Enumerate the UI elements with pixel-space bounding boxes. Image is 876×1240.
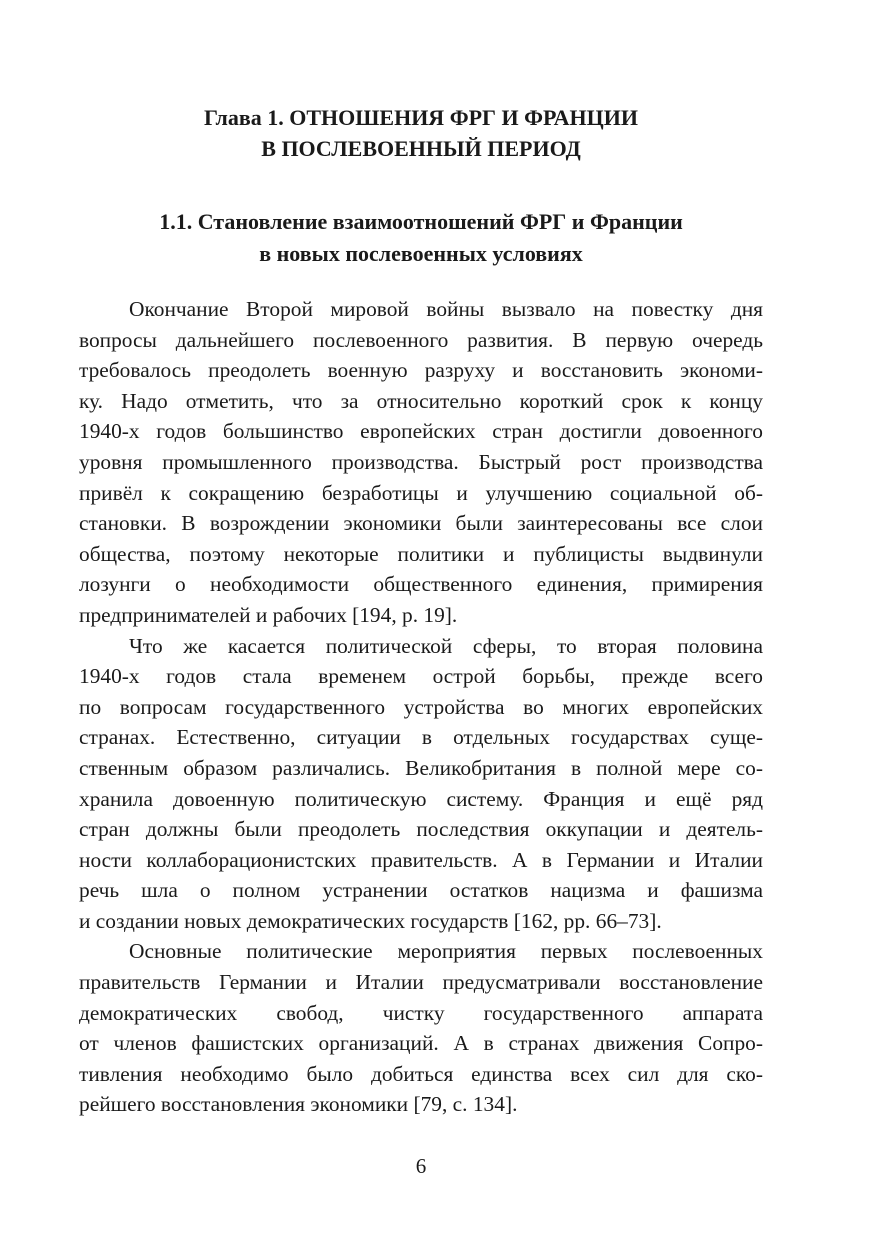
text-line: ственным образом различались. Великобритания в полной мере со-	[79, 755, 763, 780]
text-line: лозунги о необходимости общественного единения, примирения	[79, 572, 763, 597]
text-line: стран должны были преодолеть последствия оккупации и деятель-	[79, 817, 763, 842]
text-line: и создании новых демократических государств [162, рр. 66–73].	[79, 908, 662, 933]
text-line: странах. Естественно, ситуации в отдельных государствах суще-	[79, 725, 763, 750]
paragraph	[79, 936, 763, 1120]
paragraph	[79, 631, 763, 937]
text-line: уровня промышленного производства. Быстрый рост производства	[79, 449, 763, 474]
text-line: 1940-х годов большинство европейских стран достигли довоенного	[79, 419, 763, 444]
chapter-title-line: Глава 1. ОТНОШЕНИЯ ФРГ И ФРАНЦИИ	[204, 105, 638, 130]
text-line: рейшего восстановления экономики [79, с. 134].	[79, 1092, 518, 1117]
text-line: общества, поэтому некоторые политики и публицисты выдвинули	[79, 541, 763, 566]
text-line: требовалось преодолеть военную разруху и восстановить экономи-	[79, 358, 763, 383]
body-text	[79, 294, 763, 1120]
chapter-title	[79, 102, 763, 164]
text-line: становки. В возрождении экономики были заинтересованы все слои	[79, 511, 763, 536]
text-line: предпринимателей и рабочих [194, р. 19].	[79, 602, 458, 627]
text-line: хранила довоенную политическую систему. Франция и ещё ряд	[79, 786, 763, 811]
document-page	[79, 0, 763, 1240]
text-line: 1940-х годов стала временем острой борьбы, прежде всего	[79, 664, 763, 689]
paragraph	[79, 294, 763, 631]
text-line: привёл к сокращению безработицы и улучшению социальной об-	[79, 480, 763, 505]
text-line: тивления необходимо было добиться единства всех сил для ско-	[79, 1061, 763, 1086]
text-line: правительств Германии и Италии предусматривали восстановление	[79, 970, 763, 995]
section-title-line: в новых послевоенных условиях	[259, 241, 583, 266]
chapter-title-line: В ПОСЛЕВОЕННЫЙ ПЕРИОД	[261, 136, 581, 161]
text-line: демократических свобод, чистку государственного аппарата	[79, 1000, 763, 1025]
page-number: 6	[415, 1154, 427, 1178]
text-line: по вопросам государственного устройства во многих европейских	[79, 694, 763, 719]
text-line: ности коллаборационистских правительств. А в Германии и Италии	[79, 847, 763, 872]
section-title	[79, 206, 763, 270]
text-line: ку. Надо отметить, что за относительно короткий срок к концу	[79, 388, 763, 413]
text-line: Окончание Второй мировой войны вызвало на повестку дня	[129, 297, 763, 321]
section-title-line: 1.1. Становление взаимоотношений ФРГ и Франции	[159, 209, 683, 234]
text-line: от членов фашистских организаций. А в странах движения Сопро-	[79, 1031, 763, 1056]
text-line: Основные политические мероприятия первых послевоенных	[129, 939, 763, 964]
text-line: речь шла о полном устранении остатков нацизма и фашизма	[79, 878, 763, 903]
text-line: Что же касается политической сферы, то вторая половина	[129, 633, 763, 658]
text-line: вопросы дальнейшего послевоенного развития. В первую очередь	[79, 327, 763, 352]
